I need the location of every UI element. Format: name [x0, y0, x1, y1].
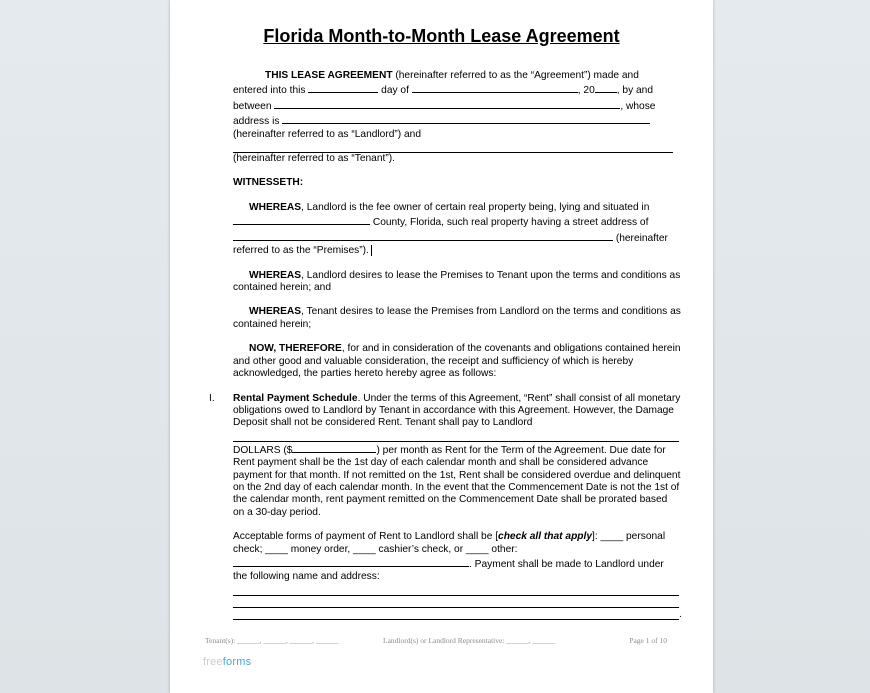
intro-bold-lead: THIS LEASE AGREEMENT — [265, 70, 393, 81]
freeforms-logo — [203, 656, 251, 668]
landlord-name-field[interactable] — [274, 98, 620, 109]
tenant-name-field[interactable] — [233, 141, 673, 153]
payee-line-1[interactable] — [233, 584, 679, 596]
section-number: I. — [209, 392, 215, 404]
text-cursor — [371, 245, 372, 256]
payment-text-b: ]: ____ personal check; ____ money order, ____ cashier’s check, or ____ other: — [233, 531, 666, 555]
section1-payment-paragraph — [233, 531, 681, 556]
logo-forms: forms — [222, 656, 252, 668]
section1-dollars-text: ) per month as Rent for the Term of the Agreement. Due date for Rent payment shall be the 1st day of each calendar month and shall be considered advance payment for that month. If not remitted on the 1st, Rent shall be considered overdue and delinquent on the 2nd day of each calendar month. In the event that the Commencement Date is not the 1st of the calendar month, rent payment remitted on the Commencement Date shall be prorated based on a 30-day period. — [233, 444, 681, 518]
whereas1-line2-rest: County, Florida, such real property having a street address of — [370, 217, 649, 229]
whereas3-bold: WHEREAS — [249, 306, 302, 318]
payee-line-2[interactable] — [233, 596, 679, 608]
intro-line3 — [233, 98, 681, 113]
whereas2-text: , Landlord desires to lease the Premises to Tenant upon the terms and conditions as contained herein; and — [233, 269, 681, 294]
intro-line1: (hereinafter referred to as the “Agreement”) made and — [392, 70, 639, 81]
section-rental-payment — [209, 392, 682, 620]
whereas1-line1 — [233, 202, 681, 214]
end-mark: . — [679, 608, 682, 620]
spacer — [233, 294, 681, 306]
spacer — [233, 165, 681, 177]
day-field[interactable] — [308, 82, 378, 93]
witnesseth-heading: WITNESSETH: — [233, 177, 304, 189]
payment-text-d: the following name and address: — [233, 571, 380, 583]
intro-line2 — [233, 82, 681, 97]
now-therefore-paragraph — [233, 343, 681, 380]
whereas3-paragraph — [233, 306, 681, 331]
footer-page-number: Page 1 of 10 — [629, 636, 667, 645]
intro-line2-a: entered into this — [233, 85, 309, 97]
payee-line-3[interactable] — [233, 608, 679, 620]
rent-amount-words-field[interactable] — [233, 430, 679, 442]
footer-tenants: Tenant(s): ______, ______, ______, ______ — [205, 636, 339, 645]
spacer — [233, 190, 681, 202]
intro-line2-b: day of — [378, 85, 412, 97]
spacer — [233, 258, 681, 270]
document-title: Florida Month-to-Month Lease Agreement — [263, 26, 620, 46]
whereas1-line2 — [233, 214, 681, 229]
section1-paragraph2 — [233, 442, 681, 519]
year-field[interactable] — [595, 82, 617, 93]
premises-address-field[interactable] — [233, 230, 613, 241]
document-page — [170, 0, 713, 693]
landlord-address-field[interactable] — [282, 113, 650, 124]
payment-other-line — [233, 556, 681, 571]
county-field[interactable] — [233, 214, 370, 225]
payee-line-3-wrap — [233, 608, 681, 620]
payment-check-all: check all that apply — [498, 531, 593, 543]
intro-line4 — [233, 113, 681, 128]
rent-amount-field[interactable] — [292, 442, 376, 453]
intro-line3-a: between — [233, 100, 275, 112]
document-body — [209, 70, 682, 620]
intro-line2-d: , by and — [616, 85, 653, 97]
intro-line7: (hereinafter referred to as “Tenant”). — [233, 153, 395, 165]
spacer — [233, 519, 681, 531]
whereas1-line3 — [233, 230, 681, 245]
intro-line4-a: address is — [233, 116, 283, 128]
section1-text: . Under the terms of this Agreement, “Rent” shall consist of all monetary obligations owed to Landlord by Tenant in accordance with this Agreement. However, the Damage Deposit shall not be considered Rent. Tenant shall pay to Landlord — [233, 392, 681, 429]
intro-line5: (hereinafter referred to as “Landlord”) and — [233, 128, 422, 140]
now-therefore-bold: NOW, THEREFORE — [249, 343, 342, 355]
intro-paragraph — [233, 70, 681, 82]
month-field[interactable] — [412, 82, 578, 93]
whereas1-bold: WHEREAS — [249, 201, 302, 213]
payment-other-field[interactable] — [233, 556, 469, 567]
whereas1-line3-rest: (hereinafter — [613, 232, 668, 244]
payment-text-c: . Payment shall be made to Landlord under — [469, 558, 664, 570]
footer-landlord: Landlord(s) or Landlord Representative: ______, ______ — [383, 636, 556, 645]
now-therefore-text: , for and in consideration of the covenants and obligations contained herein and other good and valuable consideration, the receipt and sufficiency of which is hereby acknowledged, the parties hereto hereby agree as follows: — [233, 343, 681, 380]
logo-free: free — [203, 656, 223, 668]
whereas1-line1-rest: , Landlord is the fee owner of certain real property being, lying and situated in — [301, 201, 650, 213]
whereas2-paragraph — [233, 270, 681, 295]
whereas2-bold: WHEREAS — [249, 269, 302, 281]
whereas3-text: , Tenant desires to lease the Premises from Landlord on the terms and conditions as contained herein; — [233, 306, 681, 330]
whereas1-line4 — [233, 245, 681, 258]
section1-paragraph1 — [233, 393, 681, 430]
intro-line3-b: , whose — [620, 100, 656, 112]
payment-text-a: Acceptable forms of payment of Rent to Landlord shall be [ — [233, 531, 499, 543]
dollars-label: DOLLARS ($ — [233, 444, 293, 456]
section1-heading: Rental Payment Schedule — [233, 392, 358, 404]
spacer — [233, 331, 681, 343]
spacer — [233, 381, 681, 393]
intro-line2-c: , 20 — [577, 85, 595, 97]
whereas1-line4-text: referred to as the “Premises”). — [233, 245, 369, 257]
